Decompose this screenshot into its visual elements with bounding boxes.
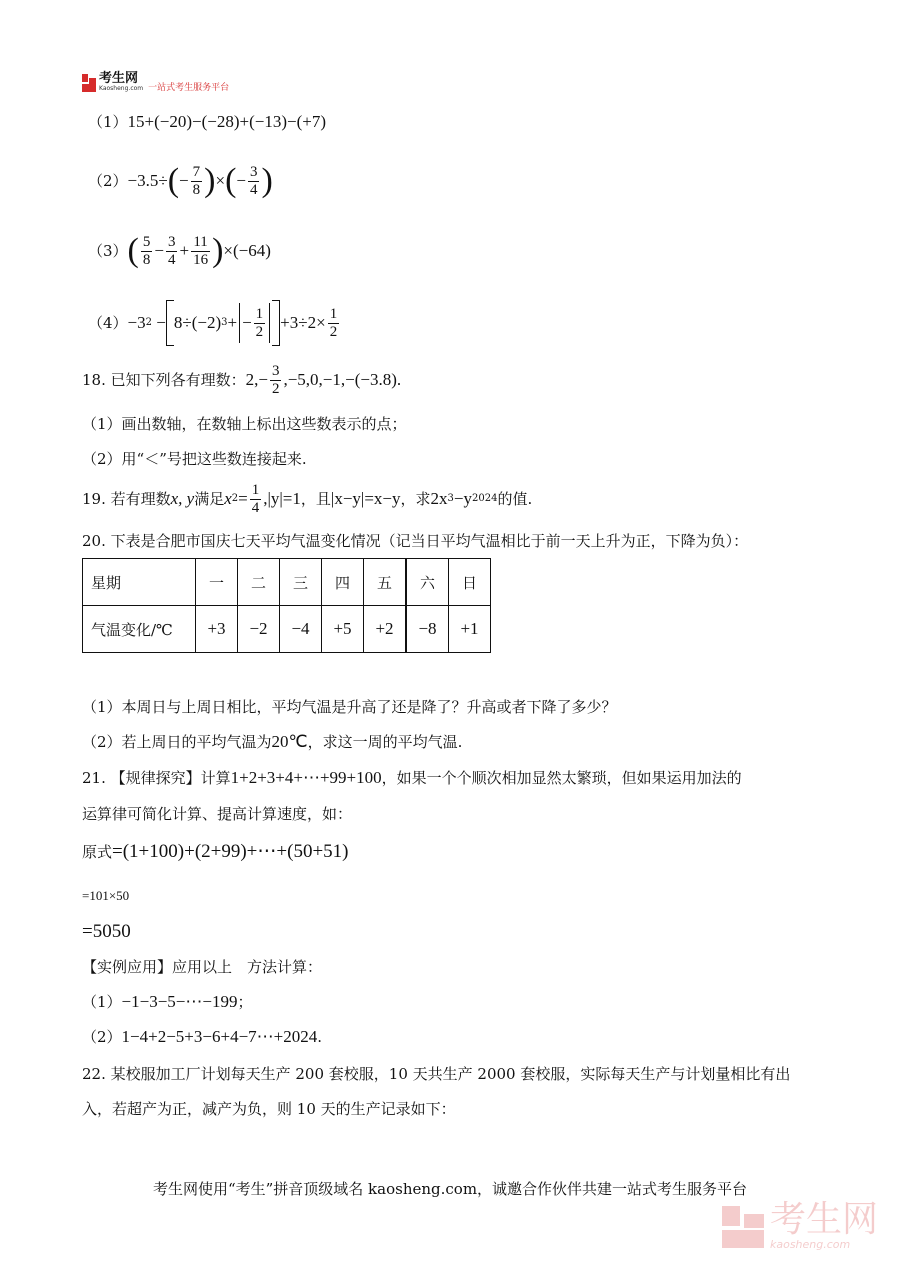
- q17-part3-frac1: $\frac{5}{8}$: [142, 233, 151, 268]
- q17-part2: （2） −3.5÷ ( − $\frac{7}{8}$ ) × ( − $\frac{3}{4}$ ): [88, 162, 273, 199]
- q22-line1: 22. 某校服加工厂计划每天生产 200 套校服，10 天共生产 2000 套校服，实际每天生产与计划量相比有出: [82, 1065, 791, 1083]
- watermark-domain: kaosheng.com: [769, 1238, 851, 1251]
- q17-part3-frac3: $\frac{11}{16}$: [193, 233, 209, 268]
- q17-part3-frac2: $\frac{3}{4}$: [167, 233, 176, 268]
- table-cell: 三: [280, 559, 322, 606]
- temperature-table: [82, 558, 491, 653]
- table-row: [83, 606, 491, 653]
- q20-stem: 20. 下表是合肥市国庆七天平均气温变化情况（记当日平均气温相比于前一天上升为正，下降为负）：: [82, 532, 749, 550]
- q17-part4-frac1: $\frac{1}{2}$: [255, 305, 264, 340]
- logo-icon: [82, 74, 96, 92]
- q17-part2-frac2: $\frac{3}{4}$: [249, 163, 258, 198]
- table-cell: +5: [322, 606, 364, 653]
- q18-sub1: （1）画出数轴，在数轴上标出这些数表示的点；: [82, 415, 407, 433]
- logo-domain: Kaosheng.com: [99, 85, 144, 92]
- table-cell: −2: [238, 606, 280, 653]
- q21-sub1: （1）−1−3−5−⋯−199；: [82, 992, 253, 1011]
- table-cell: 星期: [83, 559, 196, 606]
- q17-part2-frac1: $\frac{7}{8}$: [192, 163, 201, 198]
- table-cell: +3: [196, 606, 238, 653]
- table-cell: 气温变化/℃: [83, 606, 196, 653]
- q21-line3: 原式=(1+100)+(2+99)+⋯+(50+51): [82, 841, 349, 862]
- q21-sub2: （2）1−4+2−5+3−6+4−7⋯+2024.: [82, 1027, 323, 1046]
- page-footer: 考生网使用“考生”拼音顶级域名 kaosheng.com，诚邀合作伙伴共建一站式考生服务平台: [152, 1180, 748, 1198]
- q17-part3: （3） ( $\frac{5}{8}$ − $\frac{3}{4}$ + $\frac{11}{16}$ ) ×(−64): [88, 232, 271, 269]
- table-row: [83, 559, 491, 606]
- q17-part1: （1）15+(−20)−(−28)+(−13)−(+7): [88, 112, 327, 131]
- table-cell: 六: [406, 559, 449, 606]
- q17-part1-expr: 15+(−20)−(−28)+(−13)−(+7): [127, 112, 327, 131]
- table-cell: 四: [322, 559, 364, 606]
- q22-line2: 入，若超产为正，减产为负，则 10 天的生产记录如下：: [82, 1100, 456, 1118]
- watermark-logo: [722, 1199, 878, 1251]
- q21-line1: 21. 【规律探究】计算1+2+3+4+⋯+99+100，如果一个个顺次相加显然太繁琐，但如果运用加法的: [82, 768, 742, 787]
- q18-sub2: （2）用“＜”号把这些数连接起来.: [82, 450, 307, 468]
- logo-slogan: 一站式考生服务平台: [148, 83, 230, 93]
- table-cell: 一: [196, 559, 238, 606]
- table-cell: −8: [406, 606, 449, 653]
- table-cell: +2: [364, 606, 407, 653]
- q18-stem: 18. 已知下列各有理数： 2,− $\frac{3}{2}$ ,−5,0,−1,−(−3.8).: [82, 362, 402, 397]
- q20-sub2: （2）若上周日的平均气温为20℃，求这一周的平均气温.: [82, 732, 463, 751]
- table-cell: +1: [449, 606, 491, 653]
- watermark-name: 考生网: [769, 1199, 878, 1240]
- q21-line6: 【实例应用】应用以上 方法计算：: [82, 958, 323, 976]
- logo-name: 考生网: [99, 71, 139, 86]
- q19-frac: $\frac{1}{4}$: [251, 481, 260, 516]
- q19-stem: 19. 若有理数 x, y 满足 x 2 = $\frac{1}{4}$ ,|y|=1 ，且 |x−y|=x−y ，求 2x 3 −y 2024 的值.: [82, 481, 533, 516]
- q21-line2: 运算律可简化计算、提高计算速度，如：: [82, 805, 353, 823]
- table-cell: 日: [449, 559, 491, 606]
- q17-part4-frac2: $\frac{1}{2}$: [329, 305, 338, 340]
- table-cell: −4: [280, 606, 322, 653]
- q17-part4: （4） −3 2 − 8÷(−2) 3 + − $\frac{1}{2}$ +3÷2× $\frac{1}{2}$: [88, 298, 341, 348]
- header-logo: [82, 72, 229, 93]
- q18-frac: $\frac{3}{2}$: [271, 362, 280, 397]
- table-cell: 二: [238, 559, 280, 606]
- watermark-icon: [722, 1206, 764, 1248]
- q21-line5: =5050: [82, 921, 131, 942]
- q20-sub1: （1）本周日与上周日相比，平均气温是升高了还是降了？升高或者下降了多少？: [82, 698, 617, 716]
- q21-line4: =101×50: [82, 888, 130, 903]
- table-cell: 五: [364, 559, 407, 606]
